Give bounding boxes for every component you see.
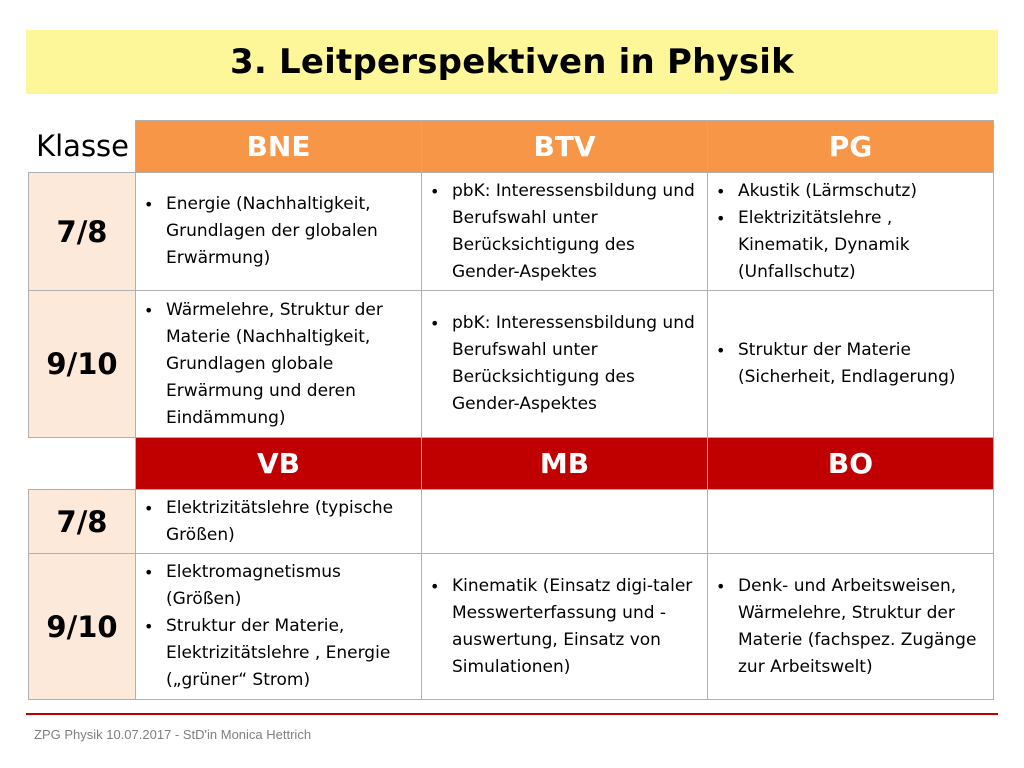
cell-bne bbox=[136, 291, 422, 438]
list-item: • Denk- und Arbeitsweisen, Wärmelehre, Struktur der Materie (fachspez. Zugänge zur Arbeitswelt) bbox=[738, 573, 985, 681]
list-item: • Wärmelehre, Struktur der Materie (Nachhaltigkeit, Grundlagen globale Erwärmung und deren Eindämmung) bbox=[166, 297, 413, 432]
header-bo: BO bbox=[708, 438, 994, 490]
header-mb: MB bbox=[422, 438, 708, 490]
cell-vb bbox=[136, 554, 422, 700]
bullet-list bbox=[422, 573, 707, 681]
bullet-list bbox=[708, 573, 993, 681]
cell-btv bbox=[422, 291, 708, 438]
cell-mb bbox=[422, 554, 708, 700]
list-item: • Energie (Nachhaltigkeit, Grundlagen der globalen Erwärmung) bbox=[166, 191, 413, 272]
table-row bbox=[29, 173, 994, 291]
klasse-label: Klasse bbox=[29, 121, 136, 173]
list-item: • Elektrizitätslehre (typische Größen) bbox=[166, 495, 413, 549]
header-vb: VB bbox=[136, 438, 422, 490]
bullet-list bbox=[422, 178, 707, 286]
cell-pg bbox=[708, 291, 994, 438]
footer-text: ZPG Physik 10.07.2017 - StD'in Monica Hettrich bbox=[34, 727, 312, 742]
list-item: • Elektrizitätslehre , Kinematik, Dynamik (Unfallschutz) bbox=[738, 205, 985, 286]
blank-header-cell bbox=[29, 438, 136, 490]
table-row bbox=[29, 490, 994, 554]
header-pg: PG bbox=[708, 121, 994, 173]
bullet-list bbox=[708, 337, 993, 391]
bullet-list bbox=[136, 297, 421, 432]
header-bne: BNE bbox=[136, 121, 422, 173]
grade-label: 7/8 bbox=[29, 173, 136, 291]
footer-divider bbox=[26, 713, 998, 715]
cell-pg bbox=[708, 173, 994, 291]
cell-mb bbox=[422, 490, 708, 554]
bullet-list bbox=[136, 495, 421, 549]
bullet-list bbox=[136, 191, 421, 272]
leitperspektiven-table bbox=[28, 120, 994, 700]
title-banner bbox=[26, 30, 998, 94]
header-row-bottom bbox=[29, 438, 994, 490]
list-item: • pbK: Interessensbildung und Berufswahl unter Berücksichtigung des Gender-Aspektes bbox=[452, 310, 699, 418]
bullet-list bbox=[422, 310, 707, 418]
cell-vb bbox=[136, 490, 422, 554]
header-btv: BTV bbox=[422, 121, 708, 173]
header-row-top bbox=[29, 121, 994, 173]
grade-label: 9/10 bbox=[29, 291, 136, 438]
cell-btv bbox=[422, 173, 708, 291]
cell-bo bbox=[708, 490, 994, 554]
list-item: • Akustik (Lärmschutz) bbox=[738, 178, 985, 205]
cell-bne bbox=[136, 173, 422, 291]
list-item: • Kinematik (Einsatz digi-taler Messwerterfassung und -auswertung, Einsatz von Simulationen) bbox=[452, 573, 699, 681]
table-row bbox=[29, 291, 994, 438]
bullet-list bbox=[136, 559, 421, 694]
bullet-list bbox=[708, 178, 993, 286]
grade-label: 7/8 bbox=[29, 490, 136, 554]
grade-label: 9/10 bbox=[29, 554, 136, 700]
table-row bbox=[29, 554, 994, 700]
list-item: • Struktur der Materie (Sicherheit, Endlagerung) bbox=[738, 337, 985, 391]
list-item: • Elektromagnetismus (Größen) bbox=[166, 559, 413, 613]
page-title: 3. Leitperspektiven in Physik bbox=[230, 42, 794, 82]
list-item: • pbK: Interessensbildung und Berufswahl unter Berücksichtigung des Gender-Aspektes bbox=[452, 178, 699, 286]
list-item: • Struktur der Materie, Elektrizitätslehre , Energie („grüner“ Strom) bbox=[166, 613, 413, 694]
cell-bo bbox=[708, 554, 994, 700]
